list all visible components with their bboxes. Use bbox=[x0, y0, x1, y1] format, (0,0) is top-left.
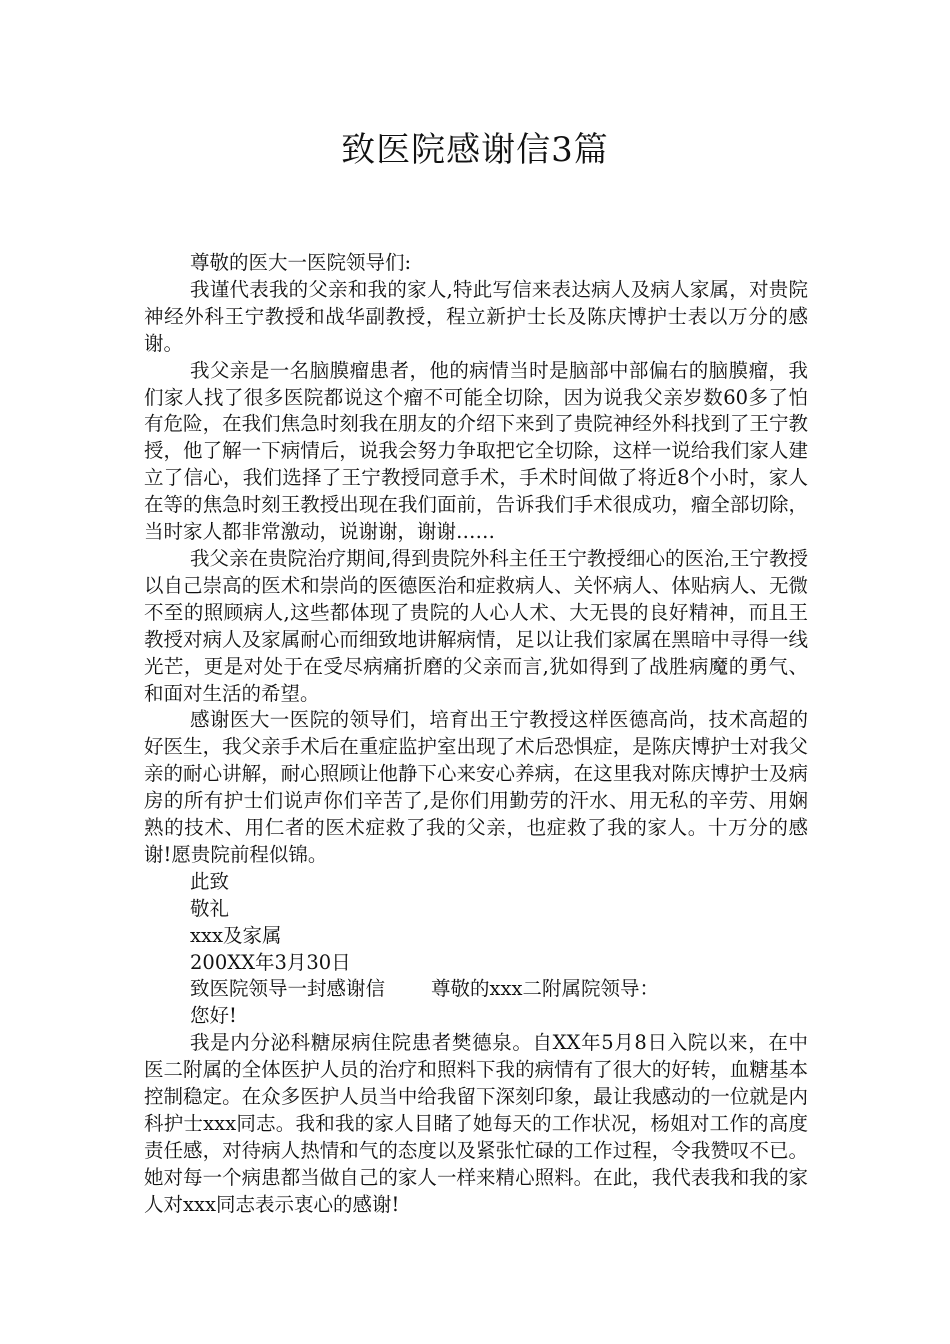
letter1-paragraph-2: 我父亲是一名脑膜瘤患者，他的病情当时是脑部中部偏右的脑膜瘤，我们家人找了很多医院都说这个瘤不可能全切除，因为说我父亲岁数60多了怕有危险，在我们焦急时刻我在朋友的介绍下来到了贵院神经外科找到了王宁教授，他了解一下病情后，说我会努力争取把它全切除，这样一说给我们家人建立了信心，我们选择了王宁教授同意手术，手术时间做了将近8个小时，家人在等的焦急时刻王教授出现在我们面前，告诉我们手术很成功，瘤全部切除，当时家人都非常激动，说谢谢，谢谢…… bbox=[144, 358, 808, 544]
letter1-paragraph-4: 感谢医大一医院的领导们，培育出王宁教授这样医德高尚，技术高超的好医生，我父亲手术后在重症监护室出现了术后恐惧症，是陈庆博护士对我父亲的耐心讲解，耐心照顾让他静下心来安心养病，在这里我对陈庆博护士及病房的所有护士们说声你们辛苦了,是你们用勤劳的汗水、用无私的辛劳、用娴熟的技术、用仁者的医术症救了我的父亲，也症救了我的家人。十万分的感谢!愿贵院前程似锦。 bbox=[144, 708, 808, 866]
document-body bbox=[144, 250, 808, 1219]
letter2-paragraph-1: 我是内分泌科糖尿病住院患者樊德泉。自XX年5月8日入院以来，在中医二附属的全体医护人员的治疗和照料下我的病情有了很大的好转，血糖基本控制稳定。在众多医护人员当中给我留下深刻印象，最让我感动的一位就是内科护士xxx同志。我和我的家人目睹了她每天的工作状况，杨姐对工作的高度责任感，对待病人热情和气的态度以及紧张忙碌的工作过程，令我赞叹不已。她对每一个病患都当做自己的家人一样来精心照料。在此，我代表我和我的家人对xxx同志表示衷心的感谢! bbox=[144, 1031, 808, 1216]
letter1-paragraph-3: 我父亲在贵院治疗期间,得到贵院外科主任王宁教授细心的医治,王宁教授以自己崇高的医术和崇尚的医德医治和症救病人、关怀病人、体贴病人、无微不至的照顾病人,这些都体现了贵院的人心人术、大无畏的良好精神，而且王教授对病人及家属耐心而细致地讲解病情，足以让我们家属在黑暗中寻得一线光芒，更是对处于在受尽病痛折磨的父亲而言,犹如得到了战胜病魔的勇气、和面对生活的希望。 bbox=[144, 546, 808, 705]
letter2-heading-line bbox=[144, 976, 808, 1003]
letter2-salutation: 尊敬的xxx二附属院领导： bbox=[431, 977, 660, 1001]
letter2-heading: 致医院领导一封感谢信 bbox=[190, 977, 386, 1001]
letter1-paragraph-1: 我谨代表我的父亲和我的家人,特此写信来表达病人及病人家属，对贵院神经外科王宁教授和战华副教授，程立新护士长及陈庆博护士表以万分的感谢。 bbox=[144, 277, 808, 355]
letter1-date: 200XX年3月30日 bbox=[190, 950, 351, 974]
letter1-closing-2: 敬礼 bbox=[190, 896, 230, 920]
letter1-signature: xxx及家属 bbox=[190, 923, 282, 947]
letter1-salutation: 尊敬的医大一医院领导们: bbox=[190, 251, 412, 274]
letter1-closing-1: 此致 bbox=[190, 869, 230, 893]
document-title: 致医院感谢信3篇 bbox=[341, 130, 609, 170]
letter2-greeting: 您好! bbox=[190, 1004, 237, 1028]
